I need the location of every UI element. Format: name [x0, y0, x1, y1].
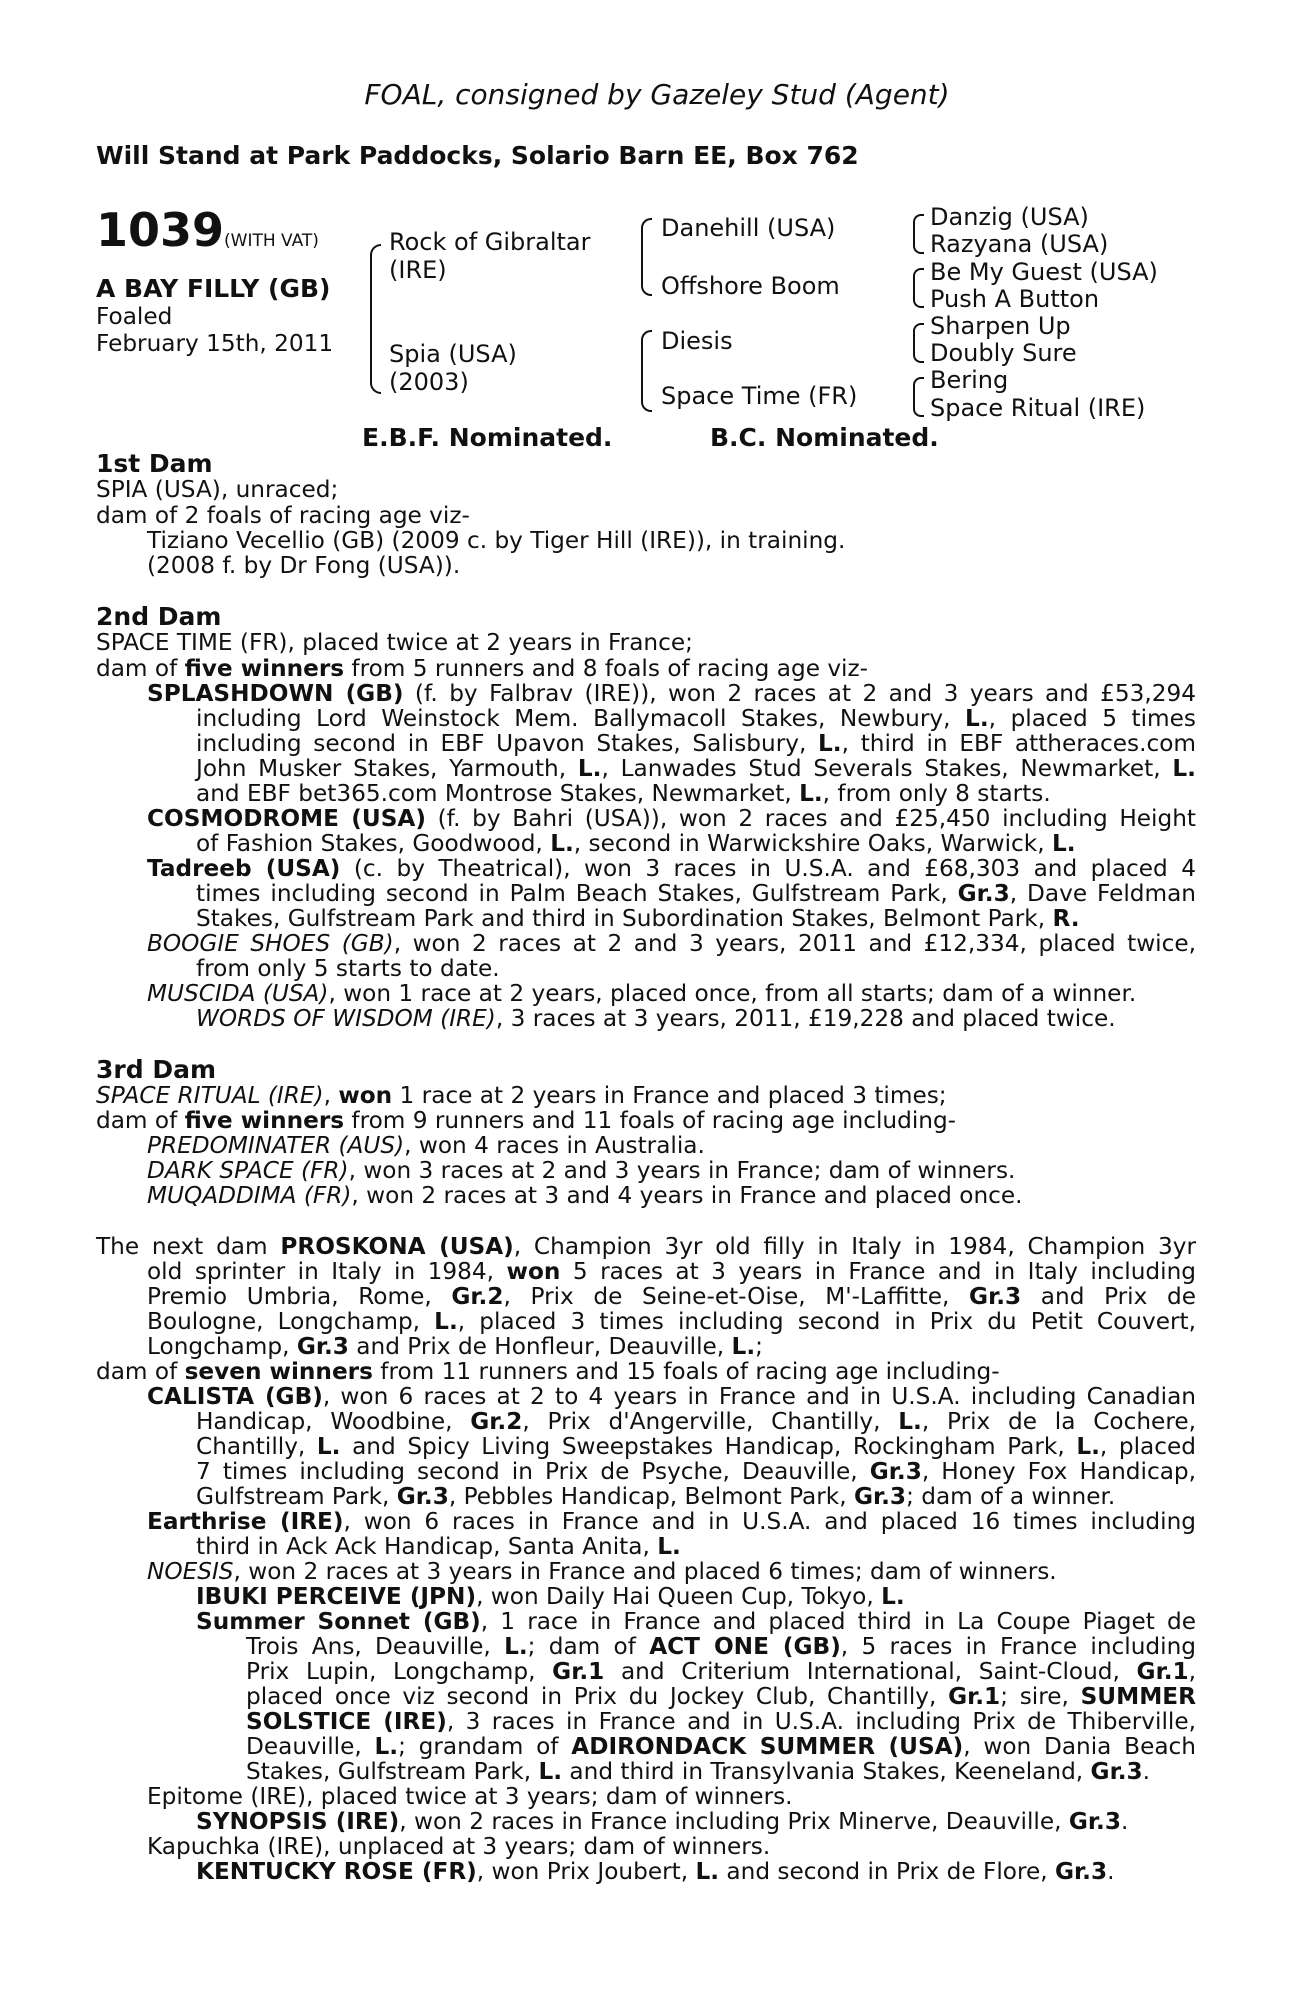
second-dam-heading: 2nd Dam — [96, 602, 222, 631]
text: ; dam of — [527, 1633, 650, 1660]
text: five winners — [184, 1107, 345, 1134]
first-dam-line: SPIA (USA), unraced; — [96, 476, 339, 503]
text: ACT ONE (GB) — [649, 1633, 841, 1660]
bc-nominated: B.C. Nominated. — [710, 423, 939, 452]
third-dam-line — [96, 1108, 956, 1134]
text: from 9 runners and 11 foals of racing age including- — [344, 1107, 957, 1134]
text: SPACE RITUAL (IRE) — [96, 1082, 324, 1109]
next-dam-line — [96, 1359, 1000, 1385]
progeny-line — [196, 756, 1196, 782]
text: 1 race at 2 years in France and placed 3 times; — [392, 1082, 947, 1109]
text: L. — [538, 1758, 563, 1785]
progeny-line: Epitome (IRE), placed twice at 3 years; dam of winners. — [147, 1783, 793, 1810]
text: SUMMER — [1080, 1683, 1196, 1710]
progeny-line — [147, 856, 1196, 882]
foaled-label: Foaled — [96, 303, 173, 330]
text: third in Ack Ack Handicap, Santa Anita, — [196, 1533, 658, 1560]
text: , won 2 races at 3 years in France and placed 6 times; dam of winners. — [233, 1558, 1057, 1585]
text: , won 6 races in France and in U.S.A. and placed 16 times including — [343, 1508, 1196, 1535]
first-dam-line: (2008 f. by Dr Fong (USA)). — [147, 552, 461, 579]
text: times including second in Palm Beach Stakes, Gulfstream Park, — [196, 880, 958, 907]
text: Gr.1 — [1136, 1658, 1189, 1685]
text: L. — [657, 1533, 681, 1560]
progeny-line — [196, 781, 1051, 807]
text: won — [506, 1258, 561, 1285]
progeny-line — [147, 1509, 1196, 1535]
text: ; dam of a winner. — [906, 1483, 1116, 1510]
progeny-name: Earthrise (IRE) — [147, 1508, 344, 1535]
lot-number: 1039 — [96, 203, 225, 257]
text: , 3 races at 3 years, 2011, £19,228 and placed twice. — [495, 1005, 1116, 1032]
pedigree-g3: Be My Guest (USA) — [930, 258, 1158, 286]
pedigree-g7: Bering — [930, 366, 1009, 394]
text: won — [338, 1082, 393, 1109]
progeny-line — [196, 1409, 1196, 1435]
text: , placed — [1099, 1433, 1196, 1460]
text: and second in Prix de Flore, — [719, 1858, 1055, 1885]
text: , won Prix Joubert, — [476, 1858, 696, 1885]
progeny-line — [196, 1534, 681, 1560]
text: , Honey Fox Handicap, — [921, 1458, 1196, 1485]
text: L. — [1076, 1433, 1100, 1460]
progeny-line — [196, 881, 1196, 907]
text: Handicap, Woodbine, — [196, 1408, 471, 1435]
pedigree-brace-sire — [641, 218, 652, 296]
pedigree-g6: Doubly Sure — [930, 339, 1077, 367]
text: dam of — [96, 1358, 185, 1385]
text: ; — [755, 1333, 763, 1360]
progeny-line — [196, 1609, 1196, 1635]
pedigree-brace-g34 — [913, 268, 924, 308]
text: L. — [550, 830, 574, 857]
text: L. — [881, 1583, 905, 1610]
pedigree-brace-main — [370, 244, 381, 394]
pedigree-sire: Rock of Gibraltar — [389, 228, 591, 256]
text: , Prix d'Angerville, Chantilly, — [522, 1408, 899, 1435]
text: , won 2 races in France including Prix Minerve, Deauville, — [399, 1808, 1069, 1835]
text: Longchamp, — [147, 1333, 297, 1360]
pedigree-g1: Danzig (USA) — [930, 203, 1089, 231]
progeny-name: CALISTA (GB) — [147, 1383, 323, 1410]
third-dam-heading: 3rd Dam — [96, 1055, 216, 1084]
text: Gr.3 — [957, 880, 1010, 907]
text: from 11 runners and 15 foals of racing age including- — [372, 1358, 1000, 1385]
text: L. — [316, 1433, 341, 1460]
text: dam of — [96, 1107, 185, 1134]
pedigree-dam-year: (2003) — [389, 368, 469, 396]
text: . — [1142, 1758, 1151, 1785]
text: Gr.3 — [853, 1483, 907, 1510]
text: and EBF bet365.com Montrose Stakes, Newmarket, — [196, 780, 800, 807]
progeny-name: WORDS OF WISDOM (IRE) — [196, 1005, 496, 1032]
progeny-line — [147, 931, 1196, 957]
progeny-name: MUSCIDA (USA) — [147, 980, 329, 1007]
progeny-name: COSMODROME (USA) — [147, 805, 426, 832]
text: five winners — [184, 655, 345, 682]
progeny-name: Tadreeb (USA) — [147, 855, 341, 882]
foaled-date: February 15th, 2011 — [96, 330, 334, 357]
progeny-line — [147, 981, 1136, 1007]
ebf-nominated: E.B.F. Nominated. — [362, 423, 613, 452]
progeny-line — [196, 706, 1196, 732]
progeny-line — [246, 1634, 1196, 1660]
progeny-name: PREDOMINATER (AUS) — [147, 1132, 405, 1159]
progeny-name: DARK SPACE (FR) — [147, 1157, 349, 1184]
text: , 1 race in France and placed third in La Coupe Piaget de — [480, 1608, 1196, 1635]
vat-note: (WITH VAT) — [224, 231, 319, 251]
progeny-name: BOOGIE SHOES (GB) — [147, 930, 394, 957]
second-dam-line — [96, 656, 868, 682]
text: ADIRONDACK SUMMER (USA) — [571, 1733, 964, 1760]
text: , Dave Feldman — [1009, 880, 1197, 907]
text: and Spicy Living Sweepstakes Handicap, Rockingham Park, — [340, 1433, 1077, 1460]
text: , third in EBF attheraces.com — [841, 730, 1196, 757]
text: L. — [1172, 755, 1196, 782]
progeny-line — [147, 1133, 705, 1159]
pedigree-brace-g78 — [913, 377, 924, 417]
text: . — [1120, 1808, 1129, 1835]
text: , from only 8 starts. — [822, 780, 1051, 807]
text: , second in Warwickshire Oaks, Warwick, — [573, 830, 1052, 857]
text: , — [1188, 1658, 1197, 1685]
text: 7 times including second in Prix de Psyche, Deauville, — [196, 1458, 870, 1485]
progeny-name: KENTUCKY ROSE (FR) — [196, 1858, 477, 1885]
progeny-line — [147, 1384, 1196, 1410]
text: L. — [695, 1858, 720, 1885]
text: , Champion 3yr old filly in Italy in 1984, Champion 3yr — [513, 1233, 1196, 1260]
text: , 5 races in France including — [840, 1633, 1197, 1660]
text: L. — [504, 1633, 528, 1660]
consignment-line: FOAL, consigned by Gazeley Stud (Agent) — [364, 78, 950, 111]
progeny-line — [147, 1183, 1023, 1209]
text: Gr.3 — [1068, 1808, 1121, 1835]
third-dam-line — [96, 1083, 947, 1109]
text: L. — [898, 1408, 922, 1435]
text: Boulogne, Longchamp, — [147, 1308, 435, 1335]
progeny-line — [196, 731, 1196, 757]
text: and third in Transylvania Stakes, Keeneland, — [562, 1758, 1091, 1785]
text: seven winners — [184, 1358, 373, 1385]
progeny-line: from only 5 starts to date. — [196, 955, 500, 982]
pedigree-dam-sire: Diesis — [661, 327, 733, 355]
text: Prix Lupin, Longchamp, — [246, 1658, 553, 1685]
text: L. — [731, 1333, 756, 1360]
text: R. — [1052, 905, 1080, 932]
first-dam-line: Tiziano Vecellio (GB) (2009 c. by Tiger Hill (IRE)), in training. — [147, 527, 846, 554]
text: placed once viz second in Prix du Jockey Club, Chantilly, — [246, 1683, 949, 1710]
pedigree-g2: Razyana (USA) — [930, 230, 1109, 258]
text: ; grandam of — [398, 1733, 572, 1760]
text: Gr.3 — [396, 1483, 449, 1510]
text: , won 4 races in Australia. — [404, 1132, 705, 1159]
next-dam-line — [147, 1334, 763, 1360]
text: , Lanwades Stud Severals Stakes, Newmarket, — [601, 755, 1173, 782]
text: (f. by Falbrav (IRE)), won 2 races at 2 and 3 years and £53,294 — [403, 680, 1196, 707]
text: (f. by Bahri (USA)), won 2 races and £25,450 including Height — [425, 805, 1196, 832]
progeny-line — [196, 1809, 1128, 1835]
next-dam-line — [96, 1234, 1196, 1260]
progeny-line — [246, 1709, 1196, 1735]
pedigree-g4: Push A Button — [930, 285, 1100, 313]
text: , won 3 races at 2 and 3 years in France; dam of winners. — [348, 1157, 1016, 1184]
pedigree-sire-dam: Offshore Boom — [661, 272, 840, 300]
text: and Criterium International, Saint-Cloud, — [604, 1658, 1137, 1685]
progeny-line — [147, 1158, 1015, 1184]
text: , won 2 races at 3 and 4 years in France and placed once. — [351, 1182, 1023, 1209]
text: L. — [434, 1308, 458, 1335]
text: including second in EBF Upavon Stakes, Salisbury, — [196, 730, 819, 757]
text: of Fashion Stakes, Goodwood, — [196, 830, 551, 857]
text: Trois Ans, Deauville, — [246, 1633, 505, 1660]
text: Gr.3 — [869, 1458, 922, 1485]
progeny-line — [196, 1459, 1196, 1485]
text: and Prix de Honfleur, Deauville, — [348, 1333, 732, 1360]
text: old sprinter in Italy in 1984, — [147, 1258, 507, 1285]
progeny-line — [196, 1434, 1196, 1460]
text: Gulfstream Park, — [196, 1483, 397, 1510]
progeny-line: Kapuchka (IRE), unplaced at 3 years; dam of winners. — [147, 1833, 771, 1860]
pedigree-g5: Sharpen Up — [930, 312, 1071, 340]
text: Gr.2 — [470, 1408, 523, 1435]
text: L. — [818, 730, 842, 757]
progeny-line — [147, 1559, 1057, 1585]
text: John Musker Stakes, Yarmouth, — [196, 755, 578, 782]
progeny-line — [147, 681, 1196, 707]
pedigree-brace-g12 — [913, 214, 924, 254]
progeny-line — [196, 906, 1080, 932]
progeny-line — [246, 1759, 1150, 1785]
text: 5 races at 3 years in France and in Italy including — [560, 1258, 1196, 1285]
text: , won 6 races at 2 to 4 years in France and in U.S.A. including Canadian — [322, 1383, 1196, 1410]
text: , Pebbles Handicap, Belmont Park, — [448, 1483, 854, 1510]
pedigree-g8: Space Ritual (IRE) — [930, 394, 1146, 422]
progeny-line — [196, 1859, 1114, 1885]
text: L. — [577, 755, 602, 782]
text: Gr.1 — [948, 1683, 1001, 1710]
text: Stakes, Gulfstream Park, — [246, 1758, 539, 1785]
text: (c. by Theatrical), won 3 races in U.S.A. and £68,303 and placed 4 — [340, 855, 1196, 882]
text: , won 2 races at 2 and 3 years, 2011 and £12,334, placed twice, — [393, 930, 1196, 957]
next-dam-line — [147, 1284, 1196, 1310]
text: SOLSTICE (IRE) — [246, 1708, 447, 1735]
progeny-line — [196, 1484, 1115, 1510]
progeny-name: SYNOPSIS (IRE) — [196, 1808, 400, 1835]
progeny-line — [196, 831, 1076, 857]
text: from 5 runners and 8 foals of racing age viz- — [344, 655, 869, 682]
pedigree-sire-sire: Danehill (USA) — [661, 214, 836, 242]
text: dam of — [96, 655, 185, 682]
progeny-name: Summer Sonnet (GB) — [196, 1608, 481, 1635]
stand-location: Will Stand at Park Paddocks, Solario Barn EE, Box 762 — [96, 141, 859, 170]
text: Stakes, Gulfstream Park and third in Subordination Stakes, Belmont Park, — [196, 905, 1053, 932]
second-dam-line: SPACE TIME (FR), placed twice at 2 years in France; — [96, 629, 693, 656]
text: Premio Umbria, Rome, — [147, 1283, 452, 1310]
text: L. — [965, 705, 989, 732]
progeny-name: IBUKI PERCEIVE (JPN) — [196, 1583, 477, 1610]
text: , Prix de Seine-et-Oise, M'-Laffitte, — [503, 1283, 970, 1310]
text: ; sire, — [1000, 1683, 1081, 1710]
pedigree-brace-g56 — [913, 323, 924, 363]
text: Gr.3 — [1090, 1758, 1143, 1785]
text: , 3 races in France and in U.S.A. including Prix de Thiberville, — [446, 1708, 1196, 1735]
progeny-line — [196, 1584, 905, 1610]
pedigree-brace-dam — [641, 330, 652, 412]
pedigree-dam: Spia (USA) — [389, 340, 517, 368]
text: , Prix de la Cochere, — [921, 1408, 1196, 1435]
text: Gr.2 — [451, 1283, 504, 1310]
progeny-name: NOESIS — [147, 1558, 234, 1585]
text: , placed 3 times including second in Prix du Petit Couvert, — [457, 1308, 1196, 1335]
pedigree-sire-country: (IRE) — [389, 256, 447, 284]
progeny-line — [147, 806, 1196, 832]
text: , placed 5 times — [988, 705, 1196, 732]
text: PROSKONA (USA) — [280, 1233, 514, 1260]
text: , won Daily Hai Queen Cup, Tokyo, — [476, 1583, 882, 1610]
first-dam-heading: 1st Dam — [96, 449, 213, 478]
first-dam-line: dam of 2 foals of racing age viz- — [96, 502, 470, 529]
text: including Lord Weinstock Mem. Ballymacoll Stakes, Newbury, — [196, 705, 966, 732]
text: L. — [1051, 830, 1076, 857]
text: L. — [374, 1733, 399, 1760]
progeny-name: MUQADDIMA (FR) — [147, 1182, 352, 1209]
progeny-line — [246, 1659, 1196, 1685]
text: Gr.1 — [552, 1658, 605, 1685]
text: and Prix de — [1021, 1283, 1196, 1310]
text: , — [323, 1082, 339, 1109]
progeny-line — [246, 1734, 1196, 1760]
text: , won Dania Beach — [963, 1733, 1196, 1760]
next-dam-line — [147, 1309, 1196, 1335]
pedigree-dam-dam: Space Time (FR) — [661, 382, 858, 410]
text: , won 1 race at 2 years, placed once, from all starts; dam of a winner. — [328, 980, 1137, 1007]
text: L. — [799, 780, 823, 807]
text: The next dam — [96, 1233, 281, 1260]
text: . — [1107, 1858, 1115, 1885]
text: Deauville, — [246, 1733, 375, 1760]
text: Gr.3 — [296, 1333, 349, 1360]
text: Gr.3 — [969, 1283, 1022, 1310]
lot-description: A BAY FILLY (GB) — [96, 274, 331, 303]
text: Gr.3 — [1055, 1858, 1108, 1885]
text: Chantilly, — [196, 1433, 317, 1460]
progeny-line — [196, 1006, 1116, 1032]
progeny-name: SPLASHDOWN (GB) — [147, 680, 404, 707]
next-dam-line — [147, 1259, 1196, 1285]
progeny-line — [246, 1684, 1196, 1710]
